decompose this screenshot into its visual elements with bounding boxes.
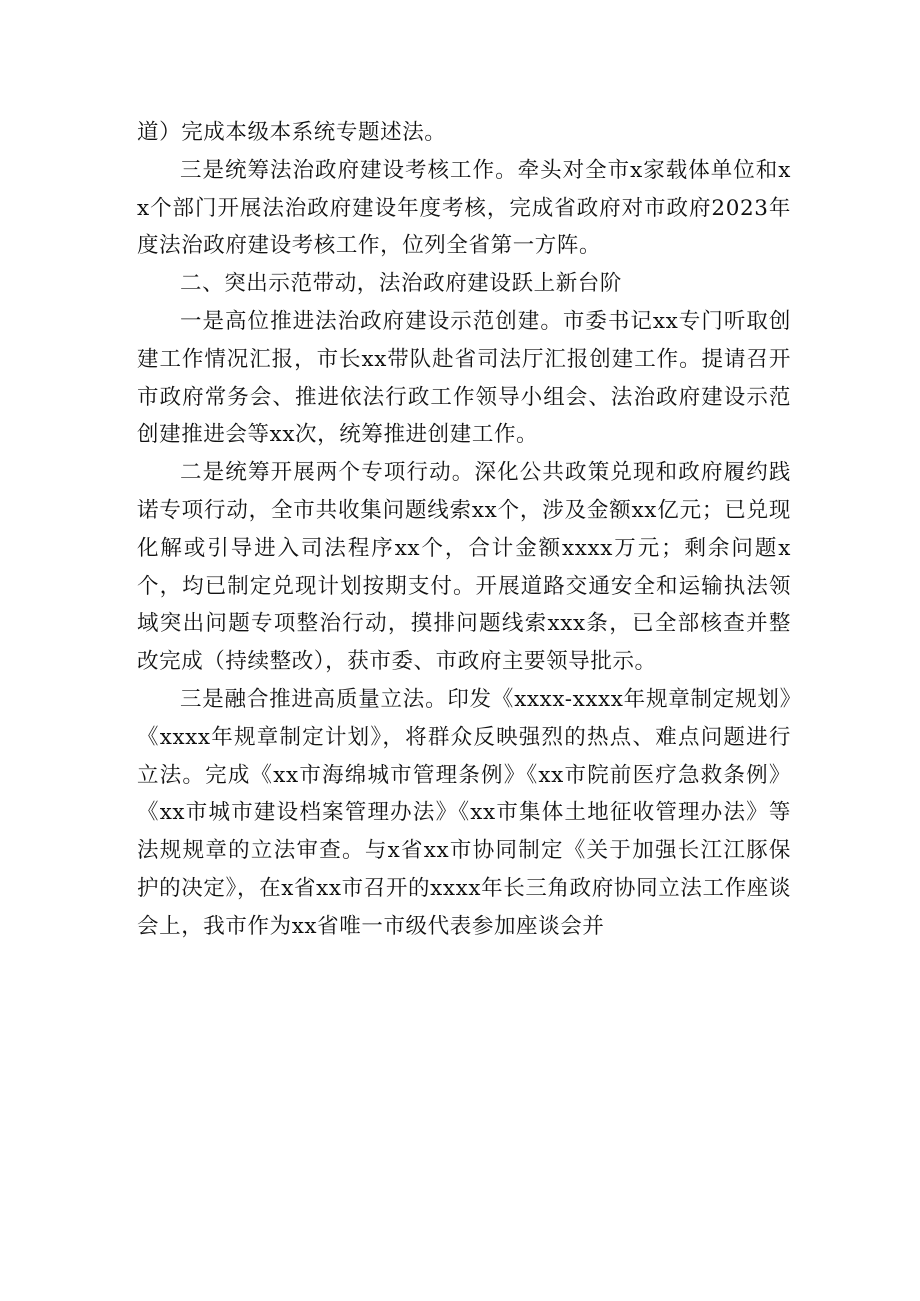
document-body	[137, 114, 791, 946]
paragraph-continuation: 道）完成本级本系统专题述法。	[137, 120, 447, 145]
paragraph-special-actions: 二是统筹开展两个专项行动。深化公共政策兑现和政府履约践诺专项行动，全市共收集问题线索xx个，涉及金额xx亿元；已兑现化解或引导进入司法程序xx个，合计金额xxxx万元；剩余问题x个，均已制定兑现计划按期支付。开展道路交通安全和运输执法领域突出问题专项整治行动，摸排问题线索xxx条，已全部核查并整改完成（持续整改），获市委、市政府主要领导批示。	[137, 460, 791, 675]
paragraph-demonstration-creation: 一是高位推进法治政府建设示范创建。市委书记xx专门听取创建工作情况汇报，市长xx带队赴省司法厅汇报创建工作。提请召开市政府常务会、推进依法行政工作领导小组会、法治政府建设示范创建推进会等xx次，统筹推进创建工作。	[137, 308, 791, 448]
section-heading-demonstration: 二、突出示范带动，法治政府建设跃上新台阶	[180, 271, 623, 297]
paragraph-assessment: 三是统筹法治政府建设考核工作。牵头对全市x家载体单位和xx个部门开展法治政府建设年度考核，完成省政府对市政府2023年度法治政府建设考核工作，位列全省第一方阵。	[137, 157, 791, 259]
paragraph-legislation: 三是融合推进高质量立法。印发《xxxx-xxxx年规章制定规划》《xxxx年规章制定计划》，将群众反映强烈的热点、难点问题进行立法。完成《xx市海绵城市管理条例》《xx市院前医疗急救条例》《xx市城市建设档案管理办法》《xx市集体土地征收管理办法》等法规规章的立法审查。与x省xx市协同制定《关于加强长江江豚保护的决定》，在x省xx市召开的xxxx年长三角政府协同立法工作座谈会上，我市作为xx省唯一市级代表参加座谈会并	[137, 686, 791, 939]
